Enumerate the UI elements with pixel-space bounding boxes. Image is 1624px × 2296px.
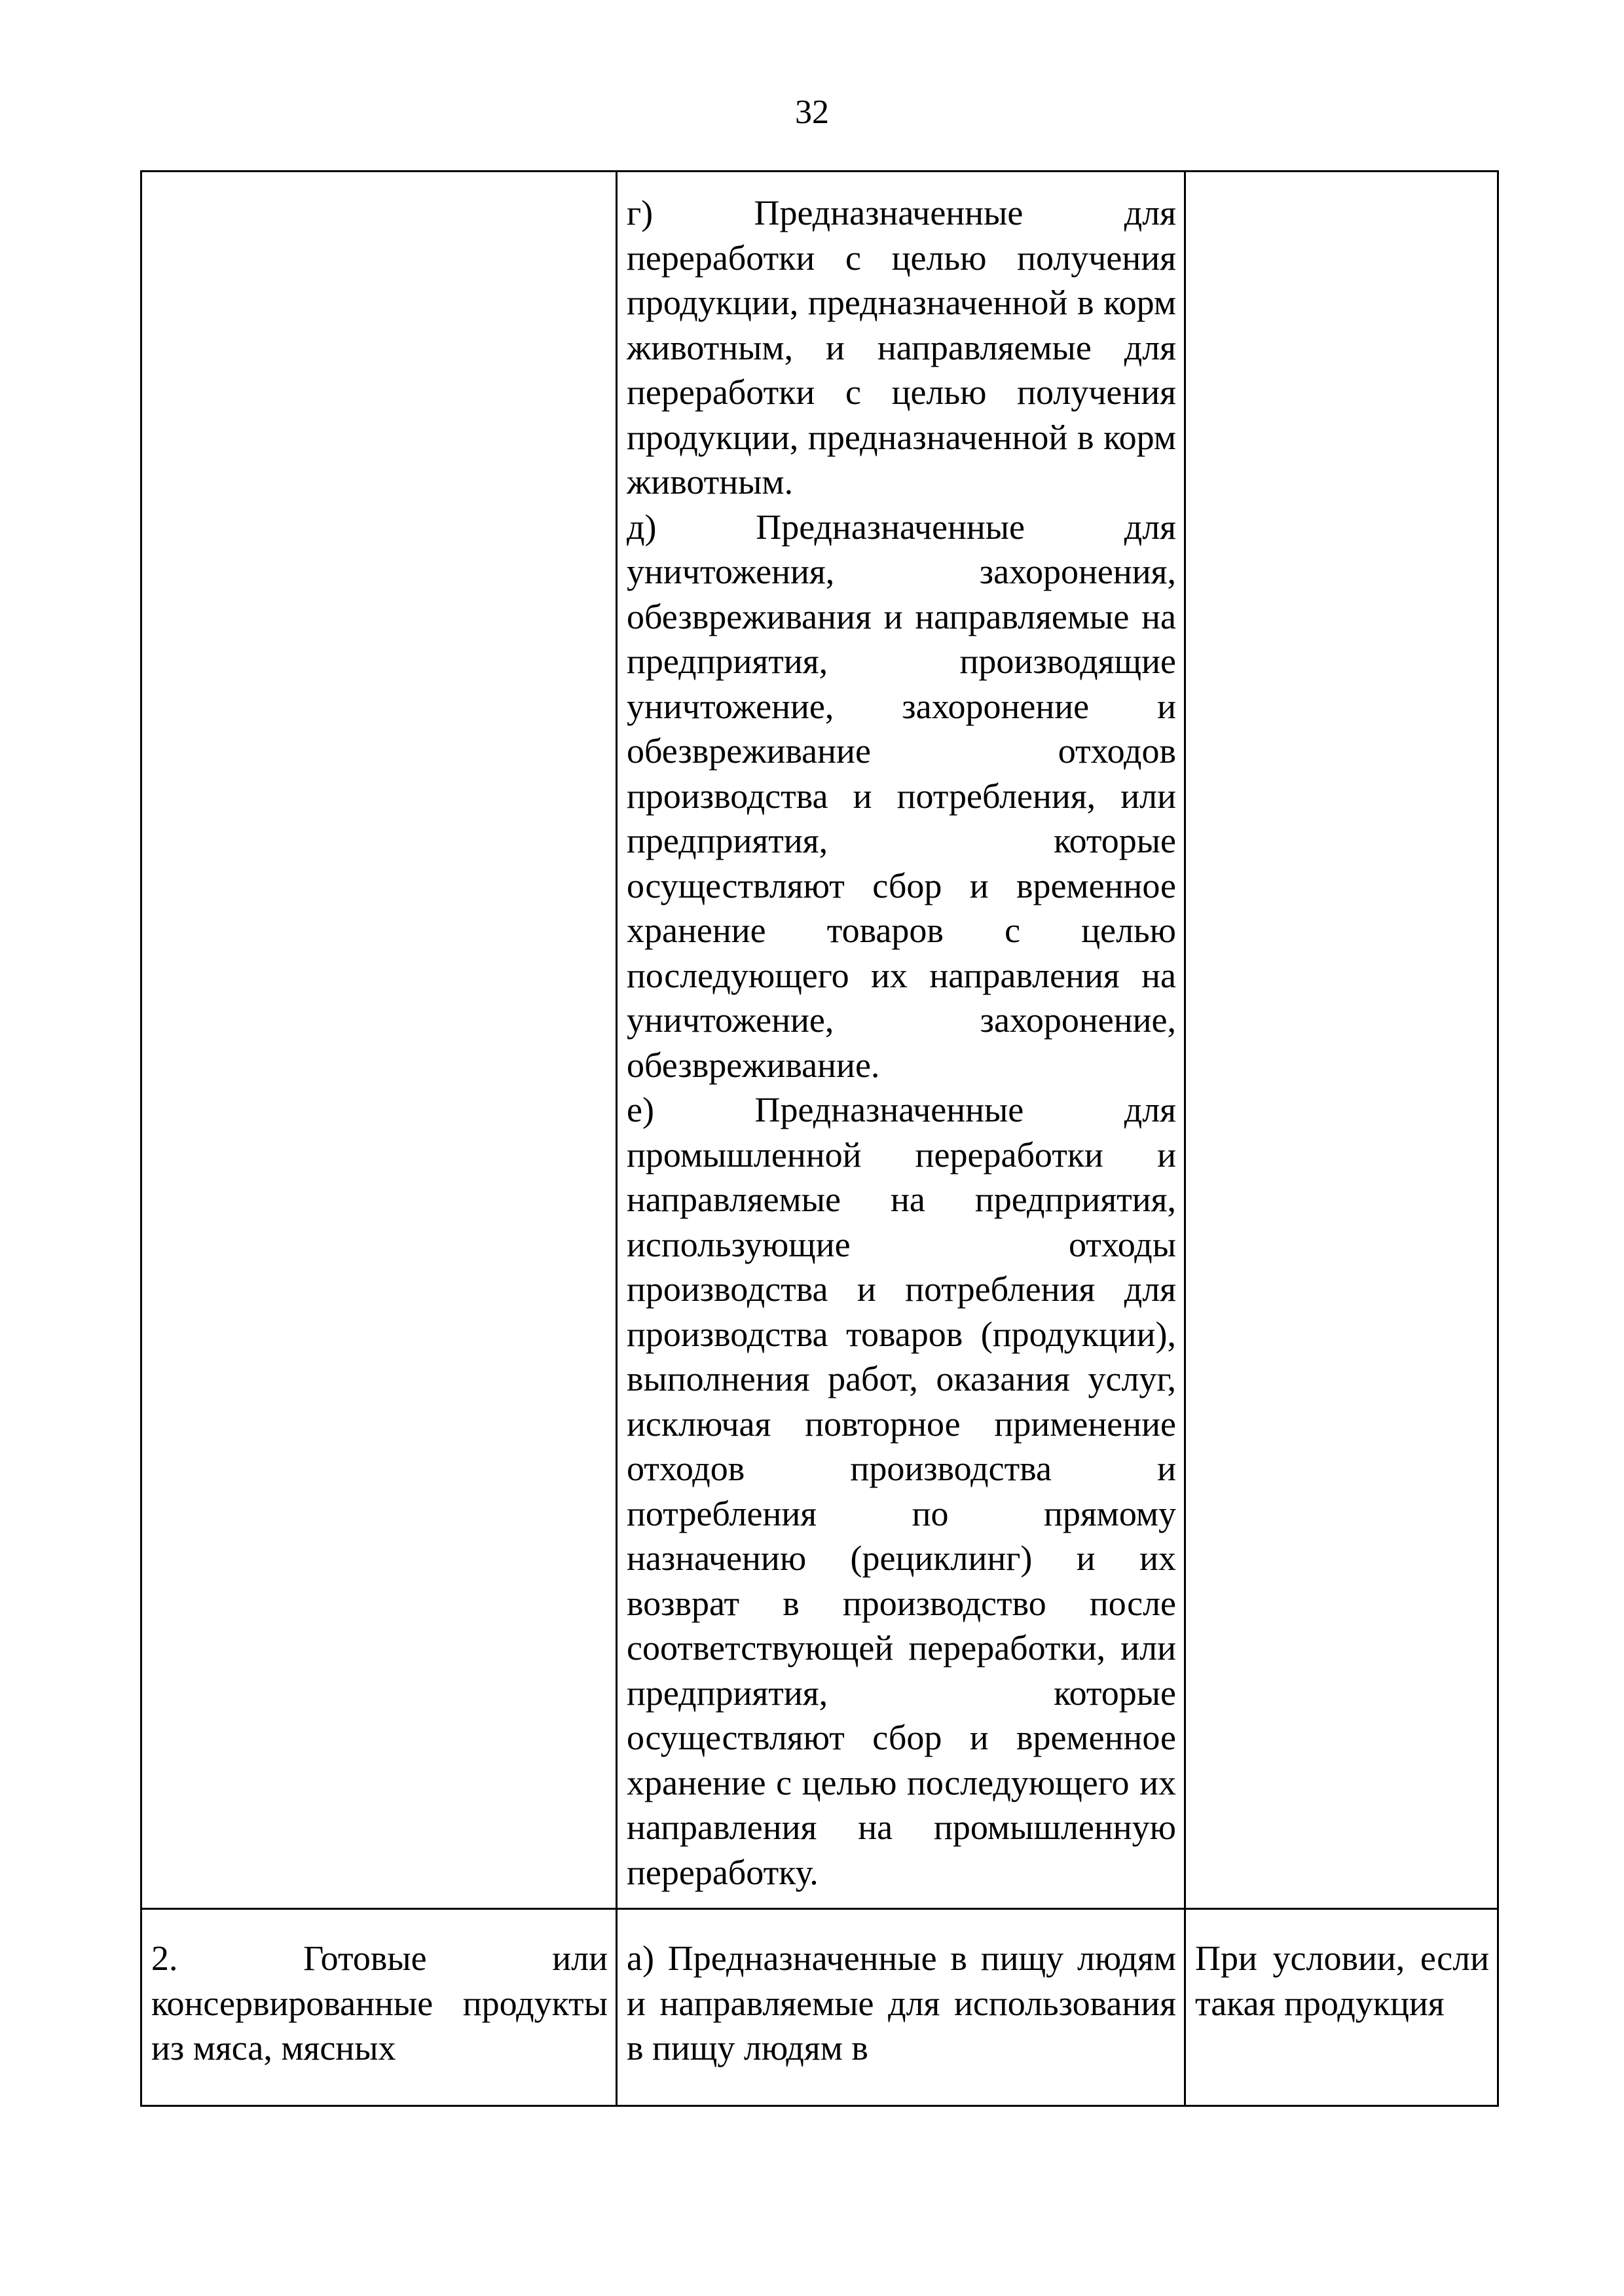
- table-cell-purpose: [617, 172, 1185, 1909]
- purpose-item-g: г) Предназначенные для переработки с целью получения продукции, предназначенной в корм животным, и направляемые для переработки с целью получения продукции, предназначенной в корм животным.: [627, 193, 1176, 501]
- page-number: 32: [795, 94, 829, 131]
- table-cell-purpose: а) Предназначенные в пищу людям и направляемые для использования в пищу людям в: [617, 1909, 1185, 2106]
- table-cell-condition: [1185, 172, 1498, 1909]
- table-cell-condition: При условии, если такая продукция: [1185, 1909, 1498, 2106]
- purpose-item-d: д) Предназначенные для уничтожения, захоронения, обезвреживания и направляемые на предприятия, производящие уничтожение, захоронение и обезвреживание отходов производства и потребления, или предприятия, которые осуществляют сбор и временное хранение товаров с целью последующего их направления на уничтожение, захоронение, обезвреживание.: [627, 507, 1176, 1085]
- table-cell-product: [141, 172, 617, 1909]
- purpose-item-e: е) Предназначенные для промышленной переработки и направляемые на предприятия, использующие отходы производства и потребления для производства товаров (продукции), выполнения работ, оказания услуг, исключая повторное применение отходов производства и потребления по прямому назначению (рециклинг) и их возврат в производство после соответствующей переработки, или предприятия, которые осуществляют сбор и временное хранение с целью последующего их направления на промышленную переработку.: [627, 1090, 1176, 1892]
- table-row: [141, 172, 1498, 1909]
- table-row: [141, 1909, 1498, 2106]
- table-cell-product: 2. Готовые или консервированные продукты из мяса, мясных: [141, 1909, 617, 2106]
- regulation-table: [140, 170, 1499, 2107]
